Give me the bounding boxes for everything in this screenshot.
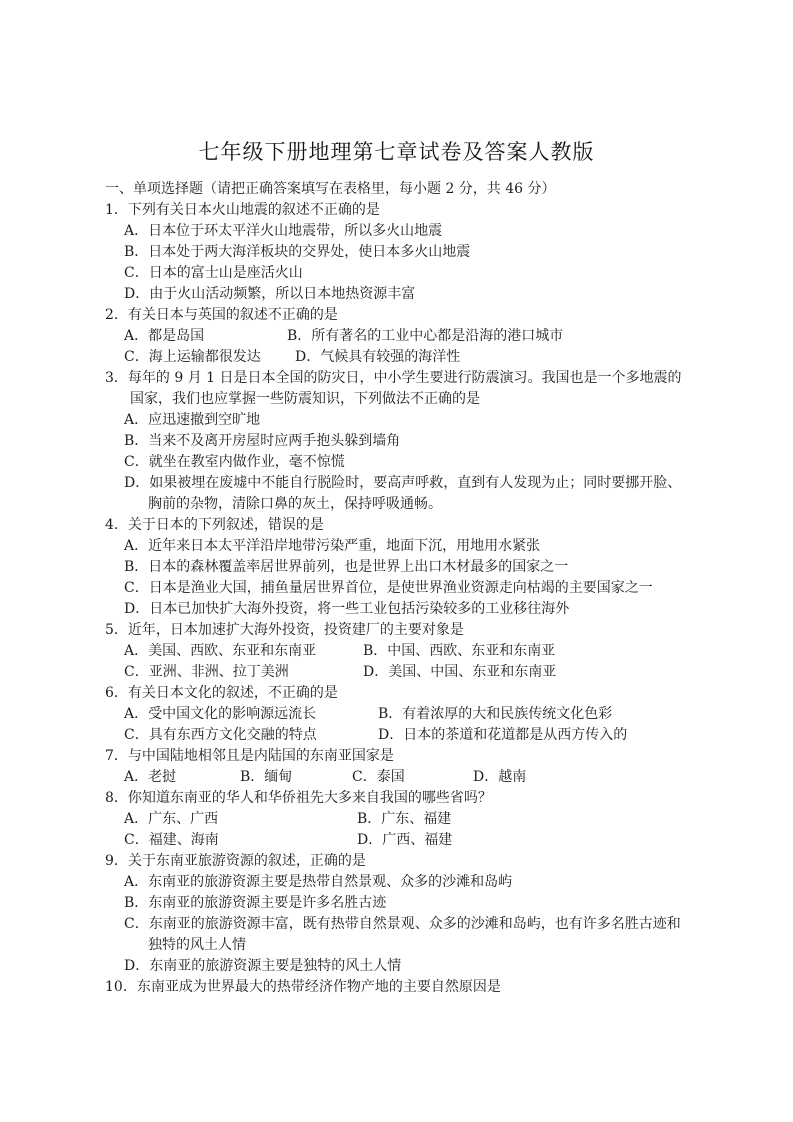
option-1b: B．日本处于两大海洋板块的交界处，使日本多火山地震 xyxy=(124,244,471,260)
option-7b: B．缅甸 xyxy=(240,769,293,785)
section-header: 一、单项选择题（请把正确答案填写在表格里，每小题 2 分，共 46 分） xyxy=(105,181,556,197)
question-3: 3．每年的 9 月 1 日是日本全国的防灾日，中小学生要进行防震演习。我国也是一个多地震的 xyxy=(105,370,682,386)
option-8b: B．广东、福建 xyxy=(357,811,452,827)
question-2: 2．有关日本与英国的叙述不正确的是 xyxy=(105,307,338,323)
option-5c: C．亚洲、非洲、拉丁美洲 xyxy=(124,664,289,680)
option-5d: D．美国、中国、东亚和东南亚 xyxy=(363,664,557,680)
option-9a: A．东南亚的旅游资源主要是热带自然景观、众多的沙滩和岛屿 xyxy=(124,874,513,890)
option-1d: D．由于火山活动频繁，所以日本地热资源丰富 xyxy=(124,286,416,302)
question-6: 6．有关日本文化的叙述，不正确的是 xyxy=(105,685,338,701)
option-5b: B．中国、西欧、东亚和东南亚 xyxy=(363,643,556,659)
option-1c: C．日本的富士山是座活火山 xyxy=(124,265,303,281)
option-4a: A．近年来日本太平洋沿岸地带污染严重，地面下沉，用地用水紧张 xyxy=(124,538,541,554)
option-2c: C．海上运输都很发达 xyxy=(124,349,261,365)
document-body xyxy=(105,179,765,998)
question-10: 10．东南亚成为世界最大的热带经济作物产地的主要自然原因是 xyxy=(105,979,501,995)
page-title: 七年级下册地理第七章试卷及答案人教版 xyxy=(198,140,595,164)
option-row-6cd xyxy=(124,725,765,746)
option-row-6ab xyxy=(124,704,765,725)
option-7c: C．泰国 xyxy=(352,769,405,785)
option-9d: D．东南亚的旅游资源主要是独特的风土人情 xyxy=(124,958,402,974)
question-3-cont: 国家，我们也应掌握一些防震知识，下列做法不正确的是 xyxy=(130,391,480,407)
option-4b: B．日本的森林覆盖率居世界前列，也是世界上出口木材最多的国家之一 xyxy=(124,559,569,575)
option-row-2ab xyxy=(124,326,765,347)
question-4: 4．关于日本的下列叙述，错误的是 xyxy=(105,517,324,533)
option-9b: B．东南亚的旅游资源主要是许多名胜古迹 xyxy=(124,895,387,911)
question-5: 5．近年，日本加速扩大海外投资，投资建厂的主要对象是 xyxy=(105,622,464,638)
option-9c: C．东南亚的旅游资源丰富，既有热带自然景观、众多的沙滩和岛屿，也有许多名胜古迹和 xyxy=(124,916,681,932)
option-6b: B．有着浓厚的大和民族传统文化色彩 xyxy=(378,706,613,722)
option-2d: D．气候具有较强的海洋性 xyxy=(295,349,461,365)
option-3d-cont: 胸前的杂物，清除口鼻的灰土，保持呼吸通畅。 xyxy=(148,496,442,512)
option-6a: A．受中国文化的影响源远流长 xyxy=(124,706,317,722)
option-row-7abcd xyxy=(124,767,765,788)
question-8: 8．你知道东南亚的华人和华侨祖先大多来自我国的哪些省吗？ xyxy=(105,790,492,806)
option-3b: B．当来不及离开房屋时应两手抱头躲到墙角 xyxy=(124,433,401,449)
option-8c: C．福建、海南 xyxy=(124,832,219,848)
option-2a: A．都是岛国 xyxy=(124,328,205,344)
option-5a: A．美国、西欧、东亚和东南亚 xyxy=(124,643,317,659)
option-8d: D．广西、福建 xyxy=(357,832,453,848)
option-row-5cd xyxy=(124,662,765,683)
question-9: 9．关于东南亚旅游资源的叙述，正确的是 xyxy=(105,853,366,869)
question-1: 1．下列有关日本火山地震的叙述不正确的是 xyxy=(105,202,380,218)
option-3a: A．应迅速撤到空旷地 xyxy=(124,412,261,428)
option-8a: A．广东、广西 xyxy=(124,811,219,827)
option-3c: C．就坐在教室内做作业，毫不惊慌 xyxy=(124,454,345,470)
option-2b: B．所有著名的工业中心都是沿海的港口城市 xyxy=(287,328,564,344)
option-row-8cd xyxy=(124,830,765,851)
option-9c-cont: 独特的风土人情 xyxy=(148,937,246,953)
option-3d: D．如果被埋在废墟中不能自行脱险时，要高声呼救，直到有人发现为止；同时要挪开脸、 xyxy=(124,475,682,491)
option-row-5ab xyxy=(124,641,765,662)
option-row-2cd xyxy=(124,347,765,368)
question-7: 7．与中国陆地相邻且是内陆国的东南亚国家是 xyxy=(105,748,394,764)
option-1a: A．日本位于环太平洋火山地震带，所以多火山地震 xyxy=(124,223,443,239)
option-4c: C．日本是渔业大国，捕鱼量居世界首位，是使世界渔业资源走向枯竭的主要国家之一 xyxy=(124,580,653,596)
option-7d: D．越南 xyxy=(473,769,527,785)
option-6d: D．日本的茶道和花道都是从西方传入的 xyxy=(378,727,628,743)
option-6c: C．具有东西方文化交融的特点 xyxy=(124,727,317,743)
option-7a: A．老挝 xyxy=(124,769,177,785)
option-4d: D．日本已加快扩大海外投资，将一些工业包括污染较多的工业移往海外 xyxy=(124,601,570,617)
option-row-8ab xyxy=(124,809,765,830)
